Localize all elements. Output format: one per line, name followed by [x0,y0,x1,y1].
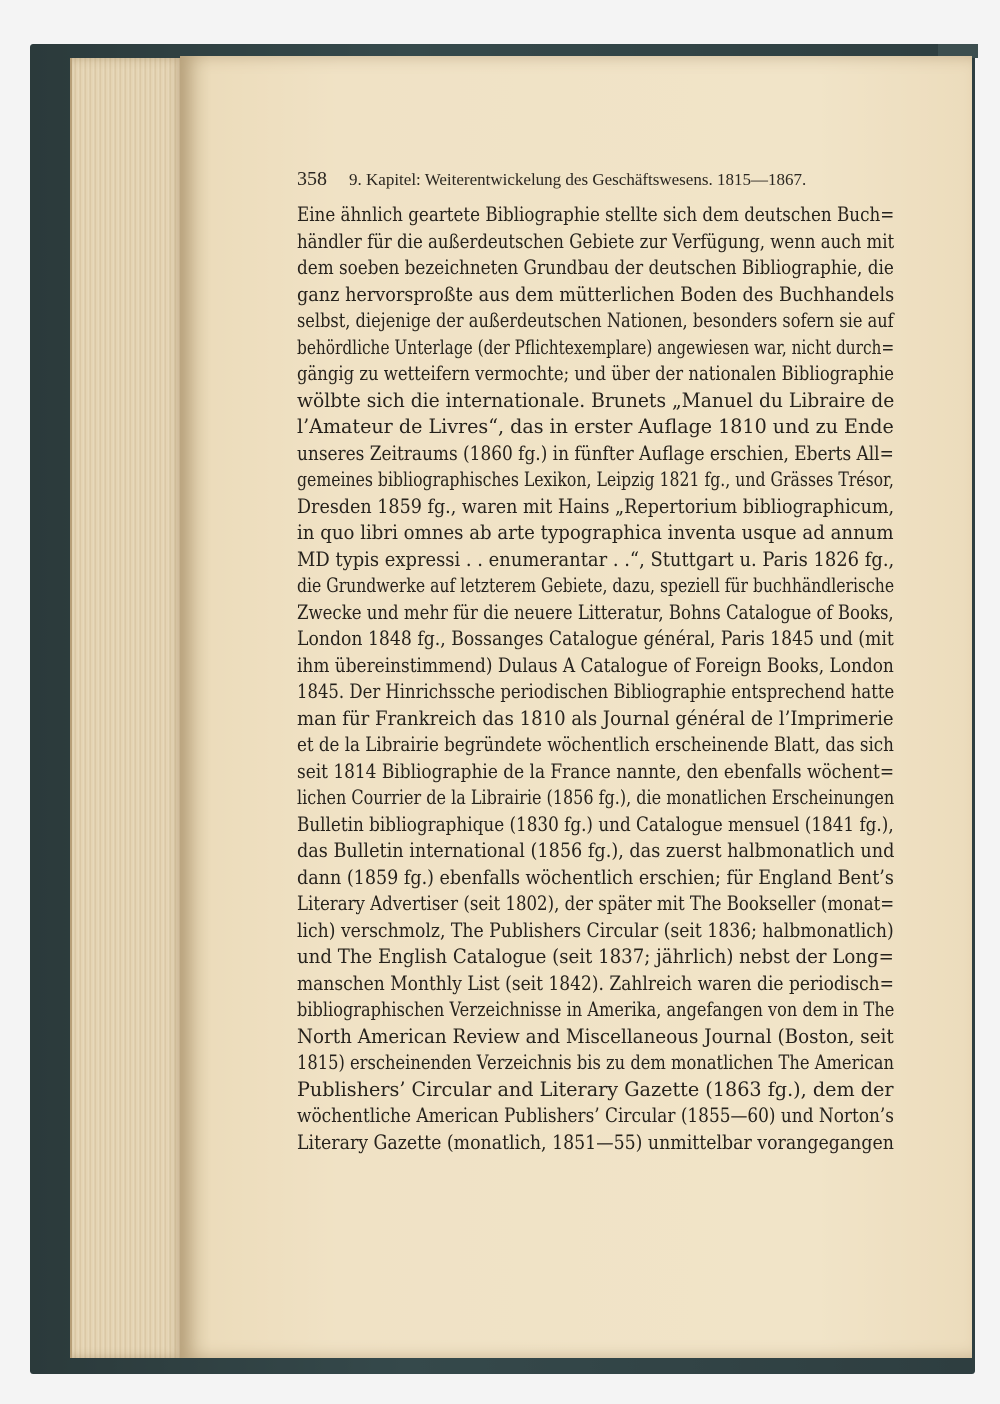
text-line: händler für die außerdeutschen Gebiete zur Verfügung, wenn auch mit [297,229,895,253]
text-line: 1815) erscheinenden Verzeichnis bis zu dem monatlichen The American [297,1051,894,1074]
text-line: bibliographischen Verzeichnisse in Amerika, angefangen von dem in The [297,998,895,1021]
text-line: lich) verschmolz, The Publishers Circular (seit 1836; halbmonatlich) [297,918,894,942]
text-line: Bulletin bibliographique (1830 fg.) und Catalogue mensuel (1841 fg.), [297,812,894,836]
chapter-title: 9. Kapitel: Weiterentwickelung des Geschäftswesens. 1815—1867. [349,170,807,189]
text-line: seit 1814 Bibliographie de la France nannte, den ebenfalls wöchent= [297,759,895,783]
text-line: manschen Monthly List (seit 1842). Zahlreich waren die periodisch= [297,971,894,995]
running-head [297,164,892,194]
text-line: Publishers’ Circular and Literary Gazette (1863 fg.), dem der [297,1077,894,1101]
text-line: ihm übereinstimmend) Dulaus A Catalogue of Foreign Books, London [297,653,894,677]
text-line: ganz hervorsproßte aus dem mütterlichen Boden des Buchhandels [297,282,895,306]
text-line: Literary Gazette (monatlich, 1851—55) unmittelbar vorangegangen [297,1130,894,1154]
text-line: in quo libri omnes ab arte typographica inventa usque ad annum [297,521,894,544]
text-line: wöchentliche American Publishers’ Circular (1855—60) und Norton’s [297,1104,894,1127]
text-line: gemeines bibliographisches Lexikon, Leipzig 1821 fg., und Grässes Trésor, [297,468,894,491]
text-line: dem soeben bezeichneten Grundbau der deutschen Bibliographie, die [297,256,894,279]
text-line: London 1848 fg., Bossanges Catalogue général, Paris 1845 und (mit [297,627,894,650]
text-line: und The English Catalogue (seit 1837; jährlich) nebst der Long= [297,945,894,968]
text-line: die Grundwerke auf letzterem Gebiete, dazu, speziell für buchhändlerische [297,574,895,597]
text-line: lichen Courrier de la Librairie (1856 fg.), die monatlichen Erscheinungen [297,786,895,809]
text-line: et de la Librairie begründete wöchentlich erscheinende Blatt, das sich [297,733,894,756]
text-line: Literary Advertiser (seit 1802), der später mit The Bookseller (monat= [297,892,895,915]
text-line: wölbte sich die internationale. Brunets „Manuel du Libraire de [297,388,895,412]
text-line: Dresden 1859 fg., waren mit Hains „Repertorium bibliographicum, [297,494,895,518]
text-line: dann (1859 fg.) ebenfalls wöchentlich erschien; für England Bent’s [297,865,894,889]
text-line: Zwecke und mehr für die neuere Litteratur, Bohns Catalogue of Books, [297,600,894,624]
text-line: 1845. Der Hinrichssche periodischen Bibliographie entsprechend hatte [297,680,895,703]
text-line: Eine ähnlich geartete Bibliographie stellte sich dem deutschen Buch= [297,203,895,226]
text-line: gängig zu wetteifern vermochte; und über der nationalen Bibliographie [297,362,895,385]
text-line: man für Frankreich das 1810 als Journal général de l’Imprimerie [297,706,894,730]
text-line: MD typis expressi . . enumerantar . .“, Stuttgart u. Paris 1826 fg., [297,547,895,571]
text-line: l’Amateur de Livres“, das in erster Auflage 1810 und zu Ende [297,415,894,438]
text-line: North American Review and Miscellaneous Journal (Boston, seit [297,1024,894,1048]
text-line: selbst, diejenige der außerdeutschen Nationen, besonders sofern sie auf [297,309,894,332]
text-line: unseres Zeitraums (1860 fg.) in fünfter Auflage erschien, Eberts All= [297,441,894,465]
page-number: 358 [297,168,327,190]
body-text [297,202,894,1156]
text-line: behördliche Unterlage (der Pflichtexemplare) angewiesen war, nicht durch= [297,335,895,359]
page-edges [70,58,184,1358]
text-line: das Bulletin international (1856 fg.), das zuerst halbmonatlich und [297,839,895,862]
